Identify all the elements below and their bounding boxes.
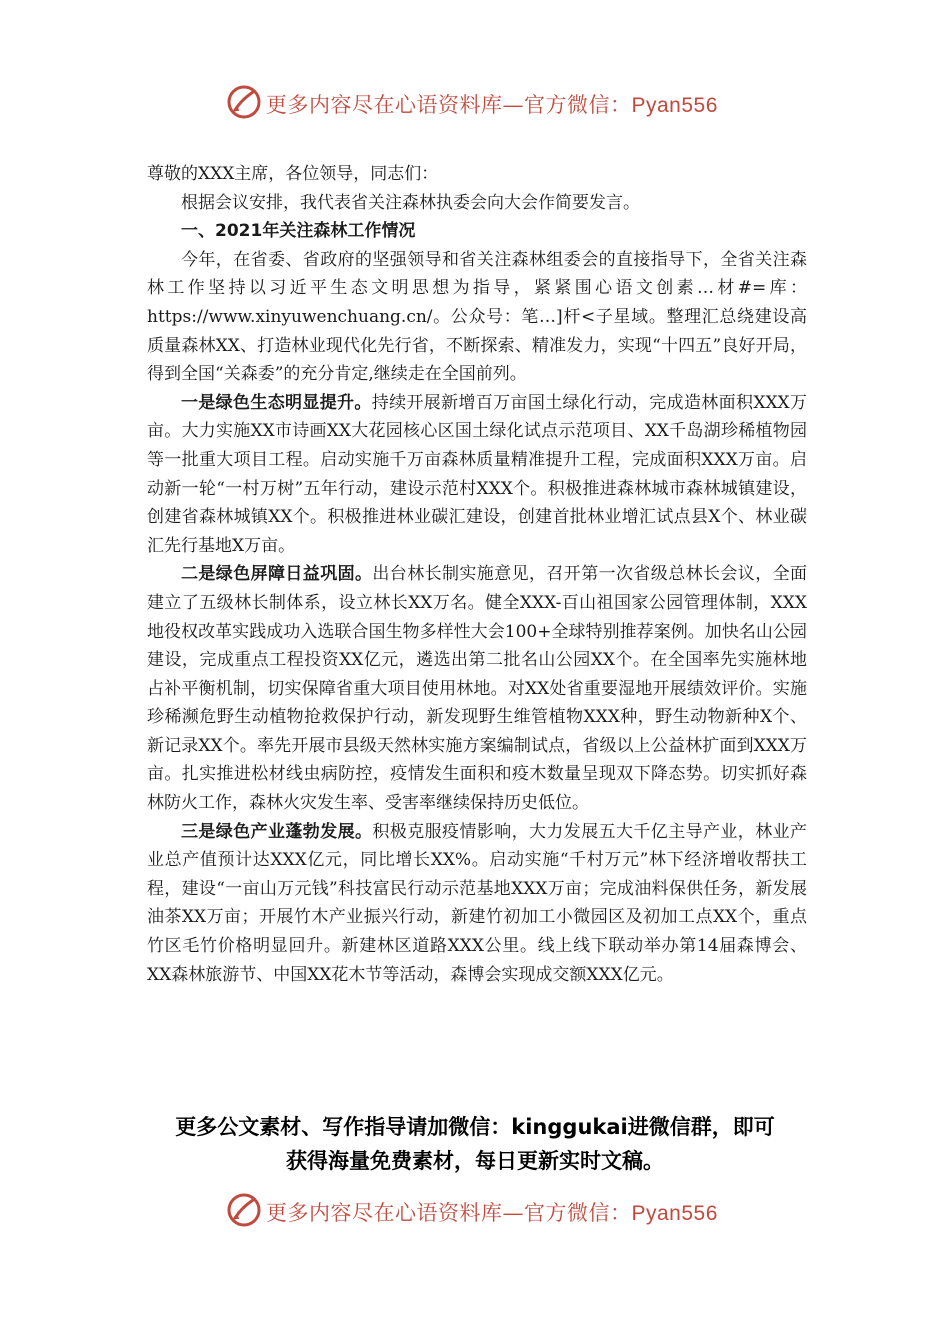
point2-body: 出台林长制实施意见，召开第一次省级总林长会议，全面建立了五级林长制体系，设立林长XX万名。健全XXX-百山祖国家公园管理体制，XXX地役权改革实践成功入选联合国生物多样性大会100+全球特别推荐案例。加快名山公园建设，完成重点工程投资XX亿元，遴选出第二批名山公园XX个。在全国率先实施林地占补平衡机制，切实保障省重大项目使用林地。对XX处省重要湿地开展绩效评价。实施珍稀濒危野生动植物抢救保护行动，新发现野生维管植物XXX种，野生动物新种X个、新记录XX个。率先开展市县级天然林实施方案编制试点，省级以上公益林扩面到XXX万亩。扎实推进松材线虫病防控，疫情发生面积和疫木数量呈现双下降态势。切实抓好森林防火工作，森林火灾发生率、受害率继续保持历史低位。 [147,564,808,814]
banner-text [266,89,718,119]
point3-body: 积极克服疫情影响，大力发展五大千亿主导产业，林业产业总产值预计达XXX亿元，同比增长XX%。启动实施“千村万元”林下经济增收帮扶工程，建设“一亩山万元钱”科技富民行动示范基地XXX万亩；完成油料保供任务，新发展油茶XX万亩；开展竹木产业振兴行动，新建竹初加工小微园区及初加工点XX个，重点竹区毛竹价格明显回升。新建林区道路XXX公里。线上线下联动举办第14届森博会、XX森林旅游节、中国XX花木节等活动，森博会实现成交额XXX亿元。 [147,821,808,985]
point2-paragraph [147,560,807,817]
banner-text [266,1197,718,1227]
banner-wechat-id: Pyan556 [631,94,718,117]
brush-logo-icon [226,84,262,120]
point3-paragraph [147,818,807,990]
banner-title: 更多内容尽在心语资料库 [266,93,503,117]
banner-separator: — [502,1201,524,1225]
banner-wechat-id: Pyan556 [631,1202,718,1225]
banner-wechat-label: 官方微信： [524,1201,632,1225]
promo-line-1: 更多公文素材、写作指导请加微信：kinggukai进微信群，即可 [175,1115,775,1139]
banner-separator: — [502,93,524,117]
point1-paragraph [147,389,807,561]
section-title: 一、2021年关注森林工作情况 [181,221,416,242]
document-body [147,160,807,989]
promo-block [130,1110,820,1178]
point3-lead: 三是绿色产业蓬勃发展。 [181,821,373,842]
point1-body: 持续开展新增百万亩国土绿化行动，完成造林面积XXX万亩。大力实施XX市诗画XX大花园核心区国土绿化试点示范项目、XX千岛湖珍稀植物园等一批重大项目工程。启动实施千万亩森林质量精准提升工程，完成面积XXX万亩。启动新一轮“一村万树”五年行动，建设示范村XXX个。积极推进森林城市森林城镇建设，创建省森林城镇XX个。积极推进林业碳汇建设，创建首批林业增汇试点县X个、林业碳汇先行基地X万亩。 [147,392,807,556]
banner-title: 更多内容尽在心语资料库 [266,1201,503,1225]
salutation: 尊敬的XXX主席，各位领导，同志们： [147,164,439,184]
overview-paragraph: 今年，在省委、省政府的坚强领导和省关注森林组委会的直接指导下，全省关注森林工作坚持以习近平生态文明思想为指导，紧紧围心语文创素…材#=库：https://www.xinyuwenchuang.cn/。公众号：笔…]杆<子星域。整理汇总绕建设高质量森林XX、打造林业现代化先行省，不断探索、精准发力，实现“十四五”良好开局，得到全国“关森委”的充分肯定,继续走在全国前列。 [147,249,807,385]
intro-paragraph: 根据会议安排，我代表省关注森林执委会向大会作简要发言。 [181,192,640,213]
point1-lead: 一是绿色生态明显提升。 [181,392,372,413]
point2-lead: 二是绿色屏障日益巩固。 [181,564,373,585]
header-banner [226,82,746,122]
banner-wechat-label: 官方微信： [524,93,632,117]
brush-logo-icon [226,1192,262,1228]
promo-line-2: 获得海量免费素材，每日更新实时文稿。 [286,1149,664,1173]
footer-banner [226,1190,746,1230]
